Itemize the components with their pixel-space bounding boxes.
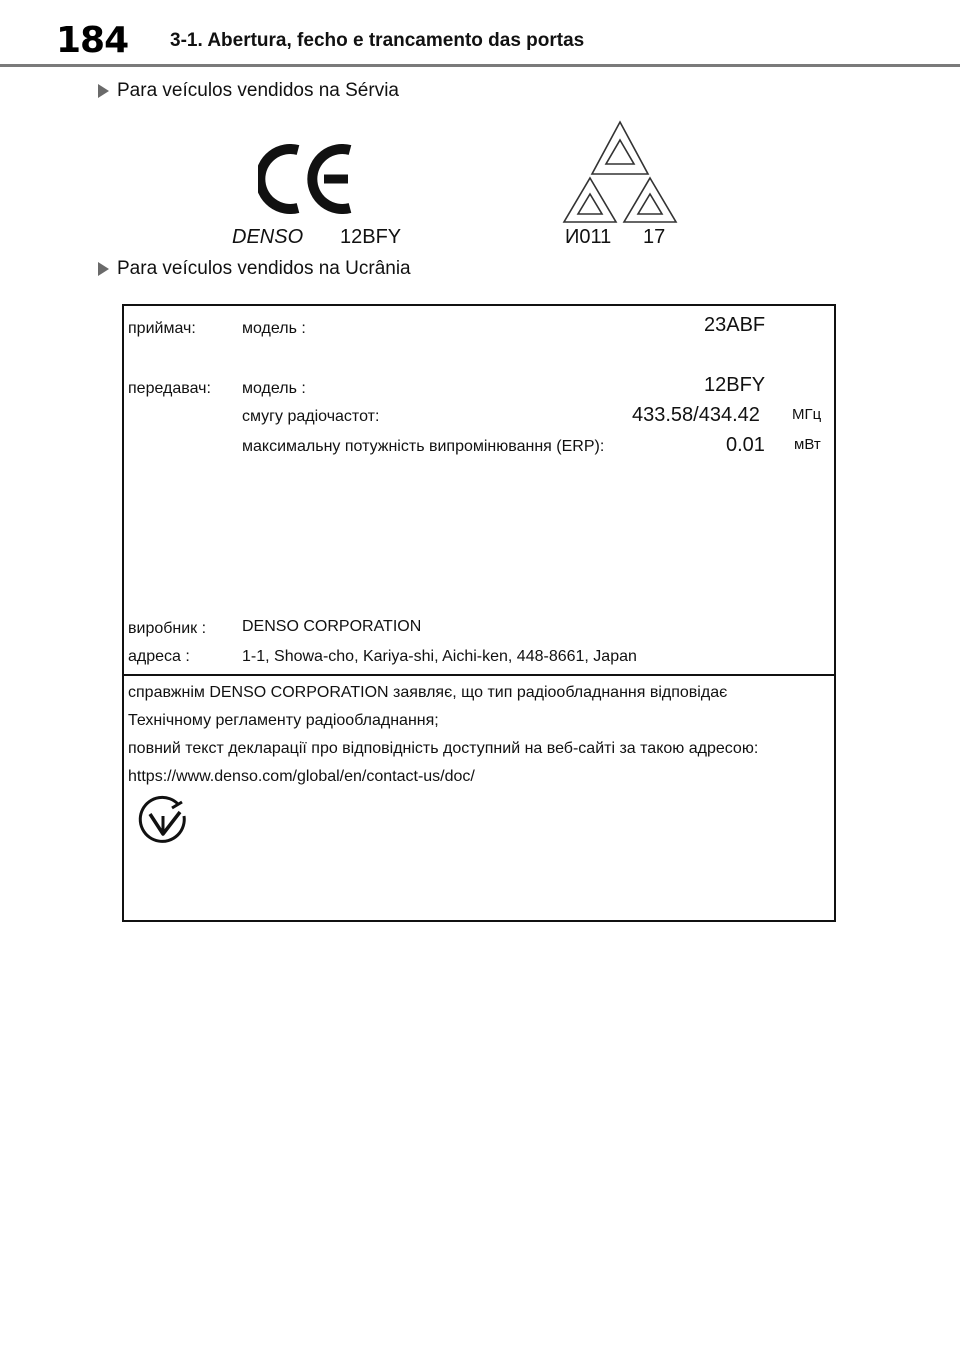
certification-number: 17 <box>643 226 666 248</box>
frequency-unit: МГц <box>792 406 822 423</box>
section-divider <box>124 674 834 676</box>
brand-name: DENSO <box>232 226 304 248</box>
power-label: максимальну потужність випромінювання (ERP): <box>242 438 605 455</box>
bullet-triangle-icon <box>98 84 109 98</box>
ukraine-heading-text: Para veículos vendidos na Ucrânia <box>117 258 411 279</box>
transmitter-model-label: модель : <box>242 380 306 397</box>
declaration-url: https://www.denso.com/global/en/contact-us/doc/ <box>128 768 475 785</box>
page-number: 184 <box>56 20 129 61</box>
chapter-title: 3-1. Abertura, fecho e trancamento das portas <box>170 30 585 51</box>
transmitter-label: передавач: <box>128 380 211 397</box>
declaration-line-1: справжнім DENSO CORPORATION заявляє, що тип радіообладнання відповідає <box>128 684 728 701</box>
transmitter-model: 12BFY <box>704 374 766 396</box>
power-value: 0.01 <box>726 434 765 456</box>
receiver-model: 23ABF <box>704 314 766 336</box>
serbia-heading <box>98 80 399 102</box>
frequency-band-label: смугу радіочастот: <box>242 408 380 425</box>
ce-mark-icon <box>258 144 358 214</box>
model-number: 12BFY <box>340 226 402 248</box>
ukraine-heading <box>98 258 411 280</box>
header-divider <box>0 64 960 67</box>
receiver-model-label: модель : <box>242 320 306 337</box>
address-label: адреса : <box>128 648 190 665</box>
frequency-band-value: 433.58/434.42 <box>632 404 760 426</box>
manufacturer-label: виробник : <box>128 620 207 637</box>
ukraine-certification-label <box>122 304 836 922</box>
declaration-line-3: повний текст декларації про відповідність доступний на веб-сайті за такою адресою: <box>128 740 759 757</box>
ukraine-conformity-mark-icon <box>136 794 190 848</box>
manufacturer-address: 1-1, Showa-cho, Kariya-shi, Aichi-ken, 448-8661, Japan <box>242 648 637 665</box>
page-header <box>0 0 960 68</box>
declaration-line-2: Технічному регламенту радіообладнання; <box>128 712 439 729</box>
serbia-label <box>0 110 960 260</box>
serbia-heading-text: Para veículos vendidos na Sérvia <box>117 80 399 101</box>
bullet-triangle-icon <box>98 262 109 276</box>
power-unit: мВт <box>794 436 821 453</box>
serbia-triangle-mark-icon <box>560 118 680 226</box>
certification-code: И011 <box>565 226 612 248</box>
manufacturer-name: DENSO CORPORATION <box>242 618 422 635</box>
receiver-label: приймач: <box>128 320 196 337</box>
